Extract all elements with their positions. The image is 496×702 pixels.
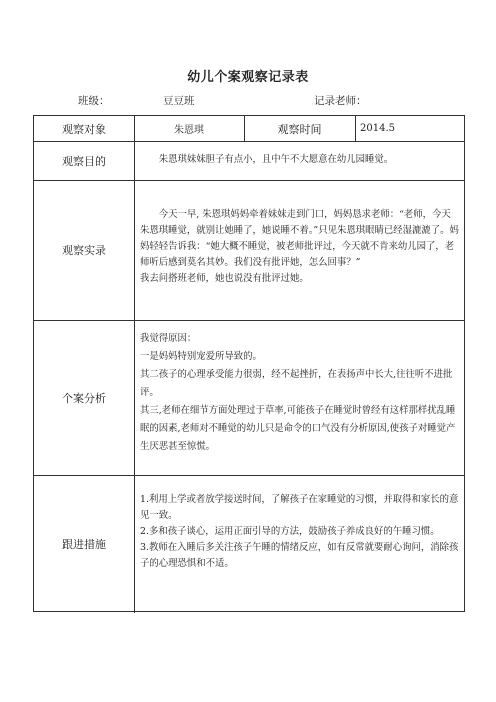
time-label: 观察时间 (277, 122, 322, 136)
observation-table (33, 115, 465, 612)
column-divider (134, 116, 135, 613)
analysis-paragraph: 一是妈妈特别宠爱所导致的。 (140, 351, 262, 362)
subject-value: 朱恩琪 (174, 125, 204, 136)
followup-paragraph: 3.教师在入睡后多关注孩子午睡的情绪反应，如有反常就要耐心询问，消除孩子的心理恐惧和不适。 (140, 542, 459, 569)
followup-label: 跟进措施 (62, 538, 106, 551)
followup-paragraph: 2.多和孩子谈心，运用正面引导的方法，鼓励孩子养成良好的午睡习惯。 (140, 526, 440, 537)
analysis-paragraph: 其三,老师在细节方面处理过于草率,可能孩子在睡觉时曾经有这样那样扰乱睡眠的因素,老师对不睡觉的幼儿只是命令的口气没有分析原因,使孩子对睡觉产生厌恶甚至惊慌。 (140, 405, 456, 452)
class-label: 班级： (78, 95, 110, 107)
record-paragraph: 今天一早, 朱恩琪妈妈牵着妹妹走到门口，妈妈恳求老师：“老师，今天朱恩琪睡觉，就别让她睡了，她说睡不着。”只见朱恩琪眼睛已经湿漉漉了。妈妈轻轻告诉我：“她大概不睡觉，被老师批评过，今天就不肯来幼儿园了，老师听后感到莫名其妙。我们没有批评她，怎么回事？” (140, 209, 459, 268)
analysis-label: 个案分析 (62, 391, 106, 405)
class-value: 豆豆班 (163, 95, 195, 107)
column-divider (355, 116, 356, 141)
record-text (140, 207, 460, 287)
record-paragraph: 我去问搭班老师，她也说没有批评过她。 (140, 273, 309, 284)
analysis-paragraph: 我觉得原因： (140, 333, 197, 344)
purpose-text (140, 152, 460, 168)
purpose-label: 观察目的 (62, 154, 106, 168)
followup-text (140, 492, 460, 572)
followup-paragraph: 1.利用上学或者放学接送时间，了解孩子在家睡觉的习惯，并取得和家长的意见一致。 (140, 494, 459, 521)
analysis-text (140, 330, 460, 456)
subject-label: 观察对象 (62, 122, 106, 136)
analysis-paragraph: 其二孩子的心理承受能力很弱，经不起挫折，在表扬声中长大,往往听不进批评。 (140, 369, 453, 398)
page-title: 幼儿个案观察记录表 (187, 70, 309, 85)
time-value: 2014.5 (360, 123, 395, 134)
purpose-paragraph: 朱恩琪妹妹胆子有点小，且中午不大愿意在幼儿园睡觉。 (158, 154, 394, 165)
record-label: 观察实录 (62, 244, 106, 257)
teacher-label: 记录老师： (314, 95, 367, 107)
